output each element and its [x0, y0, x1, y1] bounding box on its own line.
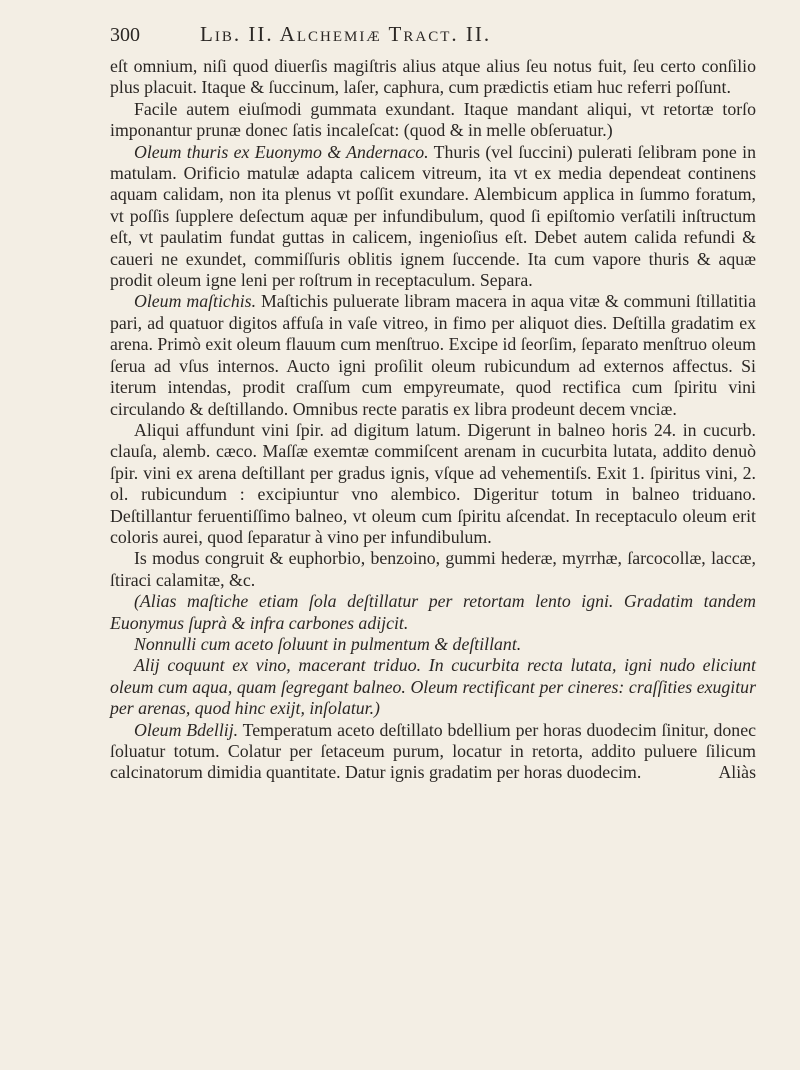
- paragraph-7: (Alias maſtiche etiam ſola deſtillatur per retortam lento igni. Gradatim tandem Euonymus ſuprà & infra carbones adijcit.: [110, 591, 756, 633]
- paragraph-10: Oleum Bdellij. Temperatum aceto deſtillato bdellium per horas duodecim ſinitur, donec ſoluatur totum. Colatur per ſetaceum purum, locatur in retorta, addito puluere ſilicum calcinatorum dimidia quantitate. Datur ignis gradatim per horas duodecim. Aliàs: [110, 719, 756, 783]
- section-heading: Oleum maſtichis.: [134, 291, 257, 312]
- paragraph-3: Oleum thuris ex Euonymo & Andernaco. Thuris (vel ſuccini) pulerati ſelibram pone in matulam. Orificio matulæ adapta calicem vitreum, ita vt ex media dependeat continens aquam calidam, non ita plenus vt poſſit exundare. Alembicum applica in ſummo foratum, vt poſſis ſupplere deſectum aquæ per infundibulum, quod ſi epiſtomio verſatili inſtructum eſt, vt paulatim fundat guttas in calicem, ingenioſius eſt. Debet autem calida refundi & caueri ne exundet, commiſſuris oblitis ignem ſuccende. Ita cum vapore thuris & aquæ prodit oleum igne leni per roſtrum in receptaculum. Separa.: [110, 141, 756, 291]
- paragraph-5: Aliqui affundunt vini ſpir. ad digitum latum. Digerunt in balneo horis 24. in cucurb. clauſa, alemb. cæco. Maſſæ exemtæ commiſcent arenam in cucurbita lutata, addito denuò ſpir. vini ex arena deſtillant per gradus ignis, vſque ad vehementiſs. Exit 1. ſpiritus vini, 2. ol. rubicundum : excipiuntur vno alembico. Digeritur totum in balneo triduano. Deſtillantur feruentiſſimo balneo, vt oleum cum ſpiritu aſcendat. In receptaculo oleum erit coloris aurei, quod ſeparatur à vino per infundibulum.: [110, 419, 756, 547]
- paragraph-4: Oleum maſtichis. Maſtichis puluerate libram macera in aqua vitæ & communi ſtillatitia pari, ad quatuor digitos affuſa in vaſe vitreo, in fimo per aliquot dies. Deſtilla gradatim ex arena. Primò exit oleum flauum cum menſtruo. Excipe id ſeorſim, ſeparato menſtruo oleum ſerua ad vſus internos. Aucto igni proſilit oleum rubicundum ad externos affectus. Si iterum intendas, prodit craſſum cum empyreumate, quod rectifica cum ſpiritu vini circulando & deſtillando. Omnibus recte paratis ex libra prodeunt decem vnciæ.: [110, 291, 756, 419]
- section-heading: Oleum Bdellij.: [134, 719, 239, 740]
- paragraph-1: eſt omnium, niſi quod diuerſis magiſtris alius atque alius ſeu notus fuit, ſeu certo conſilio plus placuit. Itaque & ſuccinum, laſer, caphura, cum prædictis etiam huc referri poſſunt.: [110, 56, 756, 98]
- catchword: Aliàs: [718, 762, 756, 783]
- running-head: Lib. II. Alchemiæ Tract. II.: [200, 22, 492, 46]
- paragraph-9: Alij coquunt ex vino, macerant triduo. In cucurbita recta lutata, igni nudo eliciunt oleum cum aqua, quam ſegregant balneo. Oleum rectificant per cineres: craſſities exugitur per arenas, quod hinc exijt, inſolatur.): [110, 655, 756, 719]
- page-number: 300: [110, 24, 140, 46]
- body-text: [110, 56, 756, 784]
- page-header: [110, 22, 756, 56]
- section-heading: Oleum thuris ex Euonymo & Andernaco.: [134, 141, 429, 162]
- paragraph-8: Nonnulli cum aceto ſoluunt in pulmentum & deſtillant.: [134, 633, 522, 654]
- paragraph-2: Facile autem eiuſmodi gummata exundant. Itaque mandant aliqui, vt retortæ torſo imponantur prunæ donec ſatis incaleſcat: (quod & in melle obſeruatur.): [110, 98, 756, 141]
- paragraph-6: Is modus congruit & euphorbio, benzoino, gummi hederæ, myrrhæ, ſarcocollæ, laccæ, ſtiraci calamitæ, &c.: [110, 548, 756, 590]
